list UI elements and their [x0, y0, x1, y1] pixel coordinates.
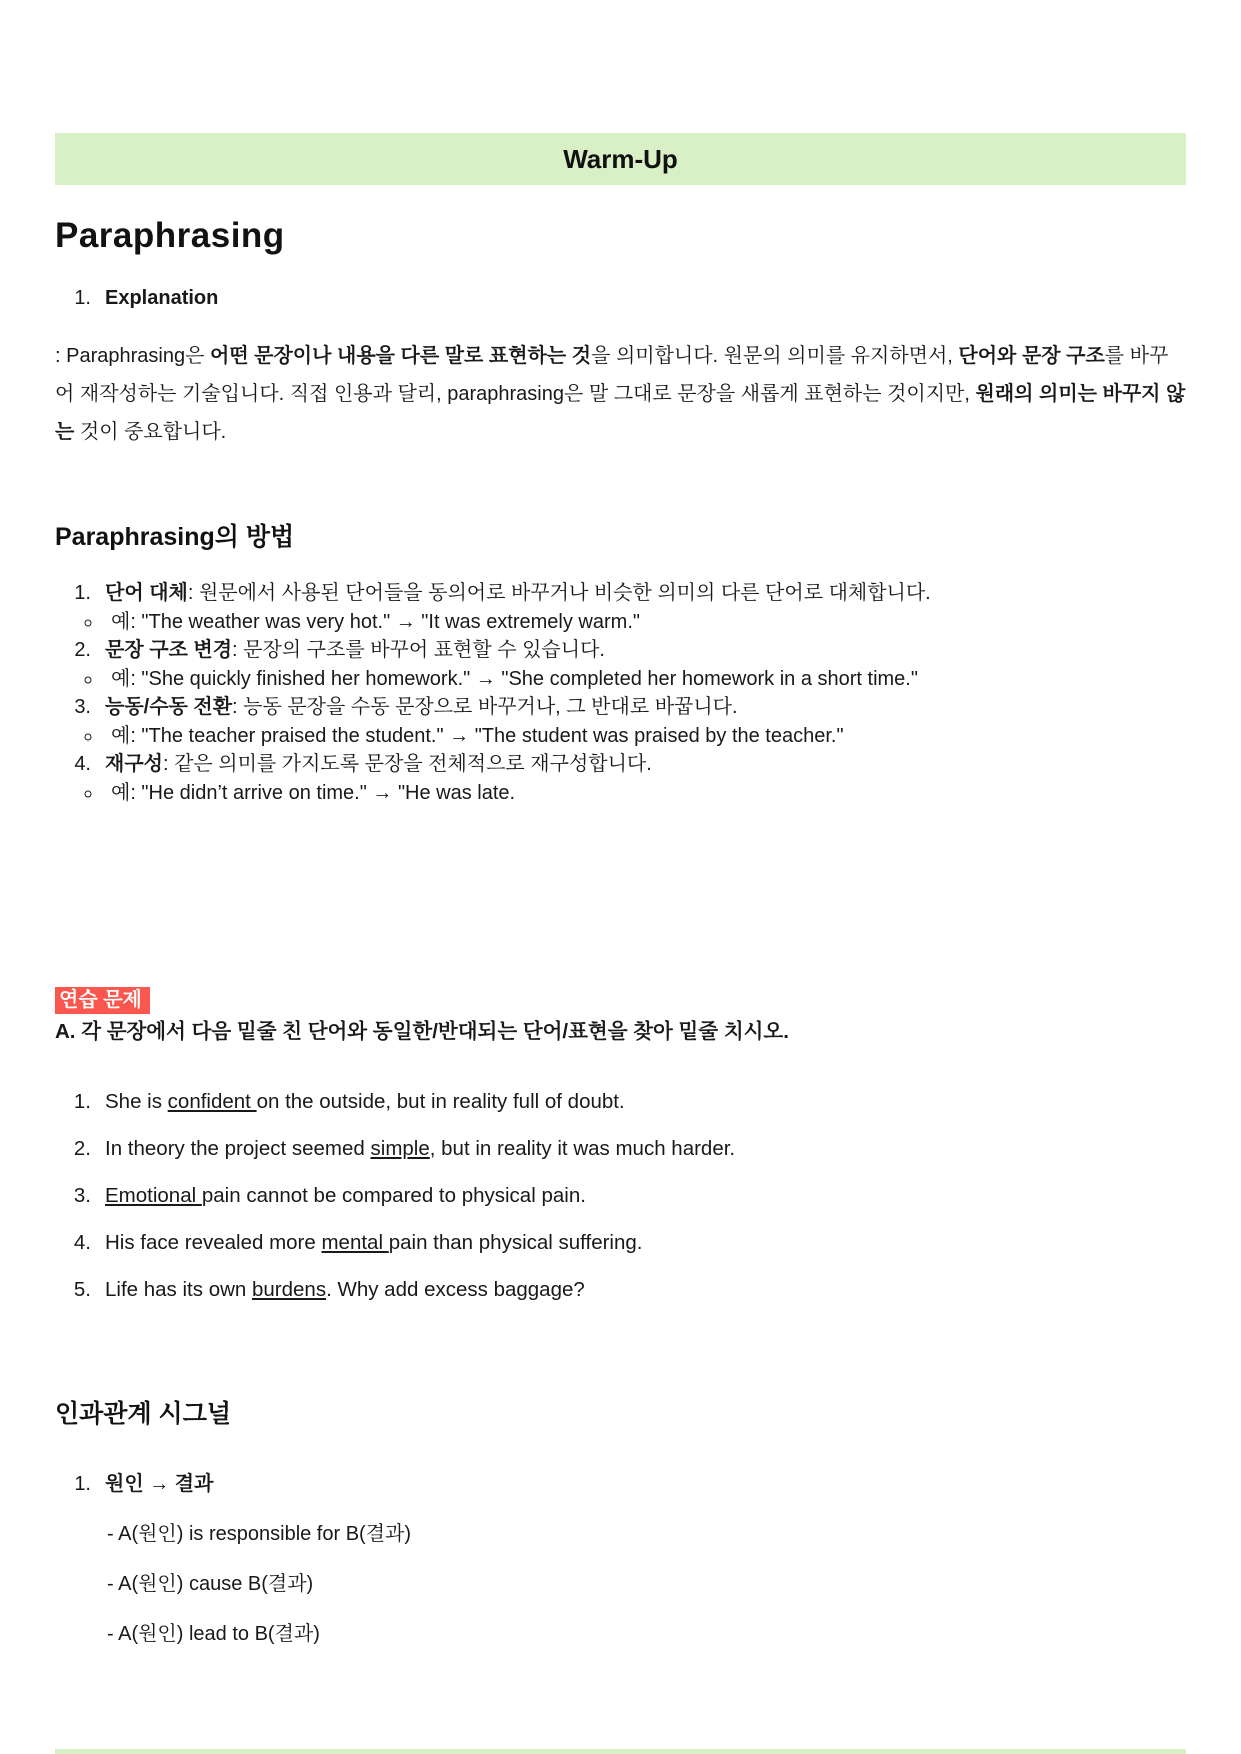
method-item-3-row — [55, 693, 1186, 722]
method-item-4-number: 4. — [74, 753, 91, 775]
causal-signal-line-2: - A(원인) cause B(결과) — [107, 1573, 314, 1595]
method-item-2-text: 문장 구조 변경: 문장의 구조를 바꾸어 표현할 수 있습니다. — [105, 639, 605, 661]
practice-sentence-3-number: 3. — [73, 1184, 91, 1207]
causal-item-title: 원인 → 결과 — [105, 1473, 214, 1495]
practice-sentence-2-number: 2. — [73, 1137, 91, 1160]
causal-section-heading: 인과관계 시그널 — [55, 1400, 231, 1428]
method-item-2-row — [55, 636, 1186, 665]
document-content — [0, 133, 1241, 1648]
practice-sentence-2 — [55, 1135, 1186, 1163]
causal-signal-line-3: - A(원인) lead to B(결과) — [107, 1623, 320, 1645]
method-item-3-example-list — [55, 722, 1186, 751]
practice-sentence-5-text: Life has its own burdens. Why add excess baggage? — [105, 1278, 585, 1301]
causal-item-number: 1. — [74, 1473, 91, 1495]
method-item-4-text: 재구성: 같은 의미를 가지도록 문장을 전체적으로 재구성합니다. — [105, 753, 652, 775]
causal-signal-line-1: - A(원인) is responsible for B(결과) — [107, 1523, 412, 1545]
causal-list-item — [55, 1470, 1186, 1498]
practice-sentence-5 — [55, 1276, 1186, 1304]
explanation-list-item — [55, 284, 1186, 312]
method-item-4-example: ◦ 예: "He didn’t arrive on time." → "He was late. — [103, 779, 1186, 808]
practice-badge: 연습 문제 — [55, 987, 150, 1014]
method-item-4-row — [55, 750, 1186, 779]
practice-sentence-3 — [55, 1182, 1186, 1210]
method-item-1-row — [55, 579, 1186, 608]
practice-sentence-2-text: In theory the project seemed simple, but in reality it was much harder. — [105, 1137, 736, 1160]
methods-section-heading: Paraphrasing의 방법 — [55, 523, 295, 551]
method-item-3-example: ◦ 예: "The teacher praised the student." → "The student was praised by the teacher." — [103, 722, 1186, 751]
practice-sentence-4-number: 4. — [73, 1231, 91, 1254]
method-item-3-text: 능동/수동 전환: 능동 문장을 수동 문장으로 바꾸거나, 그 반대로 바꿉니다. — [105, 696, 738, 718]
method-item-2 — [55, 636, 1186, 693]
practice-sentence-1-number: 1. — [73, 1090, 91, 1113]
method-item-1-example: ◦ 예: "The weather was very hot." → "It was extremely warm." — [103, 608, 1186, 637]
practice-instruction: A. 각 문장에서 다음 밑줄 친 단어와 동일한/반대되는 단어/표현을 찾아 밑줄 치시오. — [55, 1020, 789, 1043]
practice-sentence-5-number: 5. — [73, 1278, 91, 1301]
next-section-banner-edge — [55, 1749, 1186, 1754]
practice-sentence-3-text: Emotional pain cannot be compared to physical pain. — [105, 1184, 586, 1207]
explanation-paragraph: : Paraphrasing은 어떤 문장이나 내용을 다른 말로 표현하는 것을 의미합니다. 원문의 의미를 유지하면서, 단어와 문장 구조를 바꾸어 재작성하는 기술입니다. 직접 인용과 달리, paraphrasing은 말 그대로 문장을 새롭게 표현하는 것이지만, 원래의 의미는 바꾸지 않는 것이 중요합니다. — [55, 345, 1186, 443]
method-item-2-example-list — [55, 665, 1186, 694]
warmup-banner — [55, 133, 1186, 185]
practice-sentence-4 — [55, 1229, 1186, 1257]
practice-sentence-1 — [55, 1088, 1186, 1116]
page-title: Paraphrasing — [55, 216, 285, 255]
method-item-4-example-list — [55, 779, 1186, 808]
method-item-1-example-list — [55, 608, 1186, 637]
explanation-item-number: 1. — [74, 287, 91, 309]
practice-sentence-4-text: His face revealed more mental pain than physical suffering. — [105, 1231, 643, 1254]
method-item-1-number: 1. — [74, 582, 91, 604]
method-item-2-example: ◦ 예: "She quickly finished her homework." → "She completed her homework in a short time." — [103, 665, 1186, 694]
explanation-item-label: Explanation — [105, 287, 219, 309]
method-item-4 — [55, 750, 1186, 807]
method-item-1 — [55, 579, 1186, 636]
method-item-3 — [55, 693, 1186, 750]
practice-sentence-1-text: She is confident on the outside, but in reality full of doubt. — [105, 1090, 625, 1113]
method-item-3-number: 3. — [74, 696, 91, 718]
method-item-2-number: 2. — [74, 639, 91, 661]
methods-list — [55, 579, 1186, 807]
method-item-1-text: 단어 대체: 원문에서 사용된 단어들을 동의어로 바꾸거나 비슷한 의미의 다른 단어로 대체합니다. — [105, 582, 931, 604]
warmup-banner-label: Warm-Up — [563, 143, 678, 174]
practice-sentence-list — [55, 1088, 1186, 1304]
